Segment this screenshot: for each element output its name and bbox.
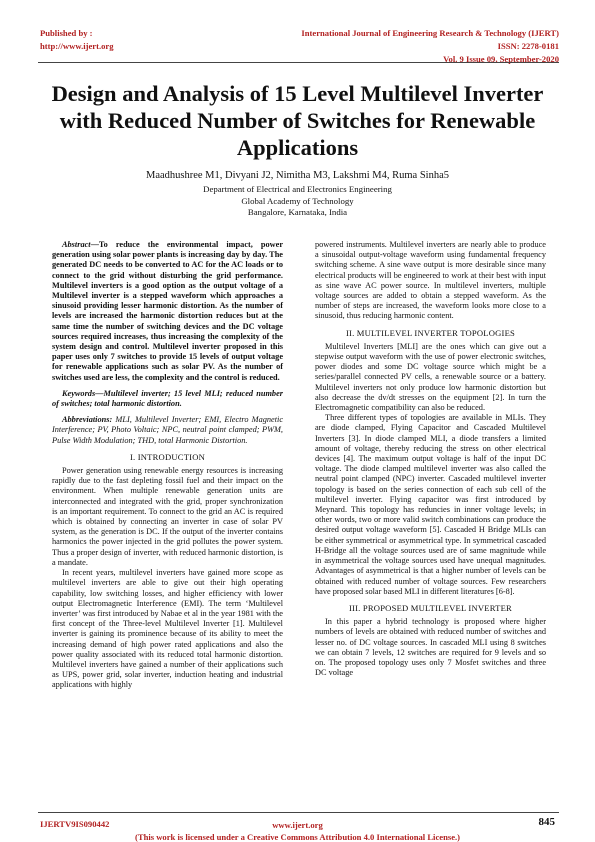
author-list: Maadhushree M1, Divyani J2, Nimitha M3, Lakshmi M4, Ruma Sinha5	[145, 170, 449, 181]
paper-title: Design and Analysis of 15 Level Multilevel Inverter with Reduced Number of Switches for Renewable Applications	[51, 81, 544, 160]
paragraph: In recent years, multilevel inverters have gained more scope as multilevel inverters are able to give out their high operating capability, low switching losses, and higher efficiency with lower output Electromagnetic Interference (EMI). The term ‘Multilevel inverter’ was first introduced by Nabae et al in the year 1981 with the first concept of the Three-level Multilevel Inverter [1]. Multilevel inverter is gaining its prominence because of its ability to meet the increasing demand of high power rated applications and also the power quality associated with its reduced total harmonic distortion. Multilevel inverters have gained a number of their applications such as UPS, power grid, solar inverter, induction heating and industrial applications with highly	[52, 568, 283, 690]
paragraph: Three different types of topologies are available in MLIs. They are diode clamped, Flying Capacitor and Cascaded Multilevel Inverters [3]. In diode clamped MLI, a diode transfers a limited amount of voltage, thereby reducing the stress on other electrical devices [4]. The maximum output voltage is half of the input DC voltage. The diode clamped multilevel inverter was also called the neutral point clamped (NPC) inverter. Cascaded multilevel inverter topology is based on the series connection of each sub cell of the multilevel inverter. Flying capacitor was first introduced by Meynard. This topology has reduncies in inner voltage levels; in other words, two or more valid switch combinations can produce the desired output voltage waveform [5]. Cascaded H Bridge MLIs can be either symmetrical or asymmetrical type. In symmetrical cascaded H-Bridge all the voltage sources used are of same magnitude while in asymmetrical the voltage sources used have unequal magnitudes. Advantages of asymmetrical is that a higher number of levels can be obtained with reduced number of voltage sources. Few researchers have proposed solar based MLI in different literatures [6-8].	[315, 413, 546, 596]
abbreviations	[52, 415, 283, 446]
location: Bangalore, Karnataka, India	[247, 207, 348, 217]
header-divider	[38, 62, 559, 63]
abbreviations-label: Abbreviations:	[62, 415, 113, 425]
footer-url-link[interactable]: www.ijert.org	[272, 820, 323, 830]
footer-divider	[38, 812, 559, 813]
paragraph: Power generation using renewable energy resources is increasing rapidly due to the fast depleting fossil fuel and their impact on the environment. When multiple renewable generation units are interconnected and integrated with the grid, proper synchronization is an important requirement. To connect to the grid an AC is required which is obtained by connecting an inverter in case of solar PV system, as the generation is DC. If the output of the inverter contains harmonics the power injected in the grid pollutes the power system. Thus a proper design of inverter, with reduced harmonic distortion, is a mandate.	[52, 466, 283, 567]
header-right	[301, 27, 559, 66]
paragraph: In this paper a hybrid technology is proposed where higher numbers of levels are obtained with reduced number of switches and lesser no. of DC voltage sources. In cascaded MLI using 8 switches we can obtain 7 levels, 12 switches are required for 9 levels and so on. The proposed topology uses only 7 Mosfet switches and three DC voltage	[315, 617, 546, 678]
abstract-text: —To reduce the environmental impact, power generation using solar power plants is increasing day by day. The generated DC needs to be converted to AC for the AC loads or to connect to the grid without disturbing the grid performance. Multilevel inverters is a good option as the output voltage of a Multilevel inverter is a stepped waveform which approaches a sinusoid providing lesser harmonic distortion. As the number of levels are increased the harmonic distortion reduces but at the same time the number of switching devices and the DC voltage sources required increases, thus increasing the complexity of the system design and control. Multilevel inverter proposed in this paper uses only 7 switches to provide 15 levels of output voltage for renewable applications such as solar PV. As the number of switches used are less, the complexity and the control is reduced.	[52, 240, 283, 382]
institution: Global Academy of Technology	[241, 195, 354, 206]
header-left	[40, 27, 114, 53]
volume-issue: Vol. 9 Issue 09, September-2020	[443, 54, 559, 64]
journal-name: International Journal of Engineering Research & Technology (IJERT)	[301, 28, 559, 38]
publisher-label: Published by :	[40, 28, 93, 38]
footer-center	[0, 819, 595, 842]
abstract	[52, 240, 283, 383]
page-number: 845	[538, 816, 555, 828]
section-heading-introduction: I. INTRODUCTION	[129, 451, 206, 462]
journal-url-link[interactable]: http://www.ijert.org	[40, 41, 114, 51]
right-column	[315, 240, 546, 678]
paper-id: IJERTV9IS090442	[40, 819, 110, 829]
left-column	[52, 240, 283, 691]
paragraph: Multilevel Inverters [MLI] are the ones which can give out a stepwise output waveform with the use of power electronic switches, power diodes and some DC voltage source which might be a series/parallel connected PV cells, a renewable source or a battery. Multilevel inverters not only produce low harmonic distortion but also decrease the dv/dt stresses on the equipment [2]. In turn the Electromagnetic compatibility can also be reduced.	[315, 341, 546, 413]
license-note: (This work is licensed under a Creative Commons Attribution 4.0 International License.)	[134, 832, 461, 842]
abstract-label: Abstract	[62, 240, 91, 249]
section-heading-proposed: III. PROPOSED MULTILEVEL INVERTER	[349, 602, 512, 613]
department: Department of Electrical and Electronics Engineering	[203, 184, 392, 194]
abbreviations-text: MLI, Multilevel Inverter; EMI, Electro Magnetic Interference; PV, Photo Voltaic; NPC, neutral point clamped; PWM, Pulse Width Modulation; THD, total Harmonic Distortion.	[52, 415, 283, 445]
issn: ISSN: 2278-0181	[497, 41, 559, 51]
keywords: Keywords—Multilevel inverter; 15 level MLI; reduced number of switches; total harmonic distortion.	[52, 388, 283, 409]
affiliation	[40, 184, 555, 219]
section-heading-topologies: II. MULTILEVEL INVERTER TOPOLOGIES	[345, 327, 516, 338]
paragraph: powered instruments. Multilevel inverters are nearly able to produce a sinusoidal output-voltage waveform using fundamental frequency switching scheme. A sine wave output is more desirable since many electrical products will be engineered to work at their best with input as sine wave AC power source. In multilevel inverters, multiple voltage sources are added to obtain a stepped waveform. As the number of steps are increased, the waveform looks more close to a sinusoid, thus reducing harmonic content.	[315, 240, 546, 321]
